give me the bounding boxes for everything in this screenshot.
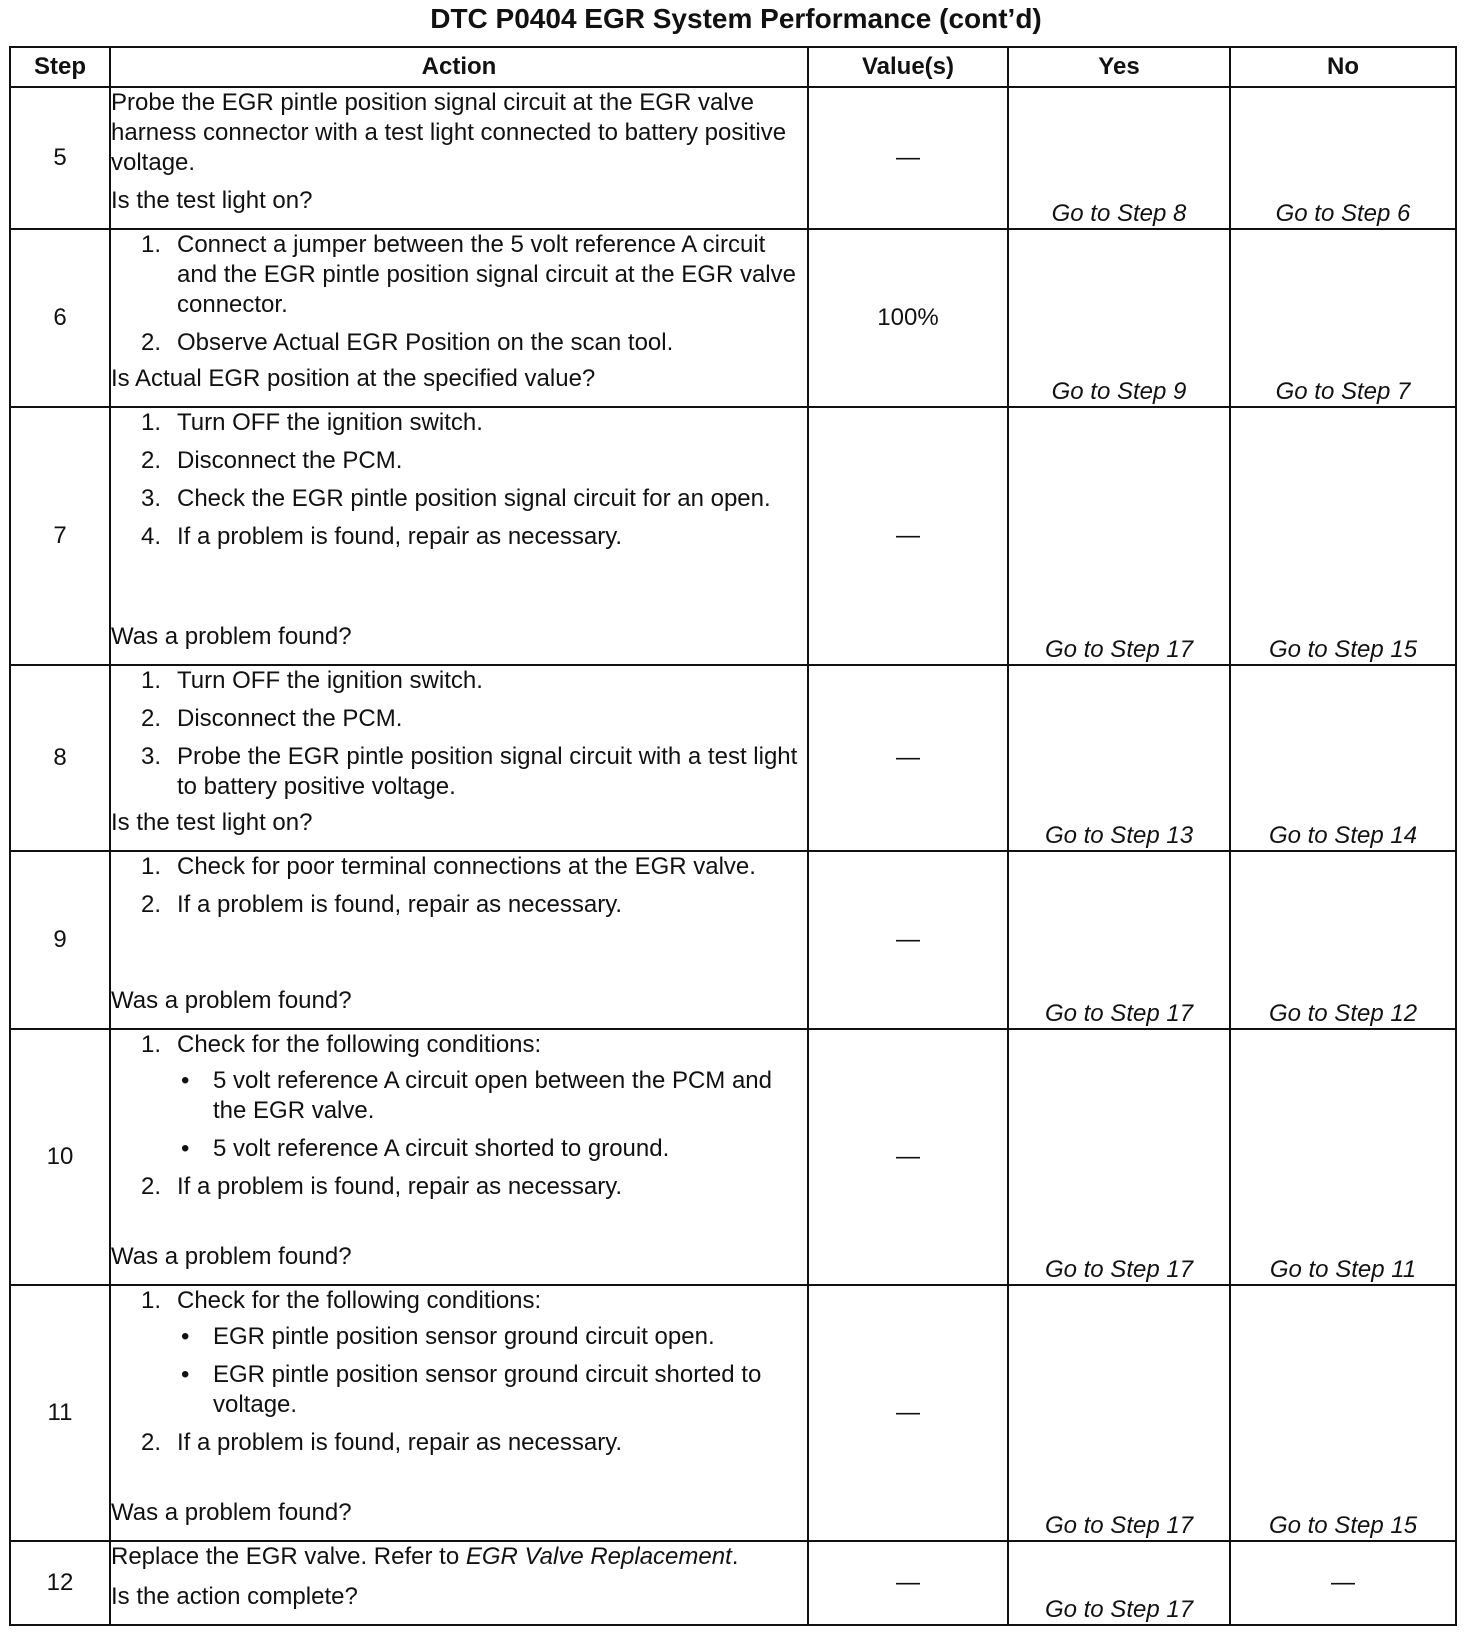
bullet-text: EGR pintle position sensor ground circuit open. — [213, 1323, 715, 1350]
diagnostic-table — [9, 46, 1457, 1626]
table-row-step-12 — [10, 1541, 1456, 1625]
item-number: 2. — [141, 1429, 162, 1456]
action-question: Is the test light on? — [111, 187, 313, 214]
list-item — [141, 484, 807, 514]
yes-cell: Go to Step 17 — [1008, 851, 1230, 1029]
action-question: Is the test light on? — [111, 809, 313, 836]
list-item — [141, 1030, 807, 1164]
item-text: Check for poor terminal connections at the EGR valve. — [177, 853, 756, 880]
yes-cell: Go to Step 9 — [1008, 229, 1230, 407]
table-row-step-7 — [10, 407, 1456, 665]
item-text: Check for the following conditions: — [177, 1031, 542, 1058]
action-cell — [110, 1541, 808, 1625]
action-text-prefix: Replace the EGR valve. Refer to — [111, 1543, 466, 1570]
action-cell — [110, 229, 808, 407]
value-cell: — — [808, 1285, 1008, 1541]
item-text: Turn OFF the ignition switch. — [177, 667, 483, 694]
action-cell — [110, 87, 808, 229]
table-row-step-5 — [10, 87, 1456, 229]
table-row-step-10 — [10, 1029, 1456, 1285]
table-row-step-9 — [10, 851, 1456, 1029]
reference-link[interactable]: EGR Valve Replacement — [465, 1543, 732, 1570]
table-row-step-6 — [10, 229, 1456, 407]
bullet-icon: • — [181, 1323, 190, 1350]
document-title: DTC P0404 EGR System Performance (cont’d) — [430, 3, 1042, 34]
list-item — [141, 1428, 807, 1458]
item-number: 2. — [141, 1173, 162, 1200]
value-cell: — — [808, 851, 1008, 1029]
yes-cell: Go to Step 17 — [1008, 1285, 1230, 1541]
list-item — [141, 890, 807, 920]
action-text: Probe the EGR pintle position signal circuit at the EGR valve harness connector with a test light connected to battery positive voltage. — [111, 89, 787, 176]
item-text: Check for the following conditions: — [177, 1287, 542, 1314]
list-item — [141, 852, 807, 882]
item-text: Connect a jumper between the 5 volt reference A circuit and the EGR pintle position signal circuit at the EGR valve connector. — [177, 231, 796, 318]
header-action: Action — [110, 47, 808, 87]
step-number: 10 — [10, 1029, 110, 1285]
value-cell: 100% — [808, 229, 1008, 407]
list-item — [141, 1286, 807, 1420]
action-cell — [110, 407, 808, 665]
bullet-list — [141, 1066, 807, 1164]
action-text — [111, 1542, 807, 1572]
yes-cell: Go to Step 17 — [1008, 407, 1230, 665]
action-text-suffix: . — [731, 1543, 739, 1570]
numbered-list — [111, 230, 807, 358]
bullet-icon: • — [181, 1361, 190, 1388]
yes-cell: Go to Step 8 — [1008, 87, 1230, 229]
header-row — [10, 47, 1456, 87]
item-text: Disconnect the PCM. — [177, 447, 403, 474]
item-number: 2. — [141, 891, 162, 918]
header-values: Value(s) — [808, 47, 1008, 87]
item-number: 1. — [141, 1287, 162, 1314]
item-number: 1. — [141, 409, 162, 436]
list-item — [141, 230, 807, 320]
item-text: Disconnect the PCM. — [177, 705, 403, 732]
value-cell: — — [808, 1541, 1008, 1625]
item-number: 2. — [141, 329, 162, 356]
numbered-list — [111, 408, 807, 552]
bullet-icon: • — [181, 1135, 190, 1162]
list-item — [141, 742, 807, 802]
action-question: Was a problem found? — [111, 623, 352, 650]
item-number: 3. — [141, 485, 162, 512]
action-cell — [110, 665, 808, 851]
item-text: Probe the EGR pintle position signal circuit with a test light to battery positive voltage. — [177, 743, 798, 800]
yes-cell: Go to Step 17 — [1008, 1541, 1230, 1625]
header-step: Step — [10, 47, 110, 87]
bullet-list — [141, 1322, 807, 1420]
step-number: 12 — [10, 1541, 110, 1625]
item-number: 1. — [141, 1031, 162, 1058]
action-question: Is the action complete? — [111, 1583, 358, 1610]
item-number: 2. — [141, 705, 162, 732]
bullet-text: EGR pintle position sensor ground circuit shorted to voltage. — [213, 1361, 762, 1418]
value-cell: — — [808, 665, 1008, 851]
header-yes: Yes — [1008, 47, 1230, 87]
item-text: Observe Actual EGR Position on the scan tool. — [177, 329, 674, 356]
bullet-icon: • — [181, 1067, 190, 1094]
item-text: Check the EGR pintle position signal circuit for an open. — [177, 485, 771, 512]
numbered-list — [111, 1286, 807, 1458]
no-cell: Go to Step 15 — [1230, 1285, 1456, 1541]
yes-cell: Go to Step 17 — [1008, 1029, 1230, 1285]
item-number: 1. — [141, 667, 162, 694]
list-item — [141, 666, 807, 696]
action-cell — [110, 851, 808, 1029]
table-row-step-8 — [10, 665, 1456, 851]
no-cell: — — [1230, 1541, 1456, 1625]
list-item — [141, 522, 807, 552]
yes-cell: Go to Step 13 — [1008, 665, 1230, 851]
item-text: Turn OFF the ignition switch. — [177, 409, 483, 436]
step-number: 8 — [10, 665, 110, 851]
step-number: 5 — [10, 87, 110, 229]
action-question: Was a problem found? — [111, 1499, 352, 1526]
numbered-list — [111, 1030, 807, 1202]
action-question: Was a problem found? — [111, 1243, 352, 1270]
bullet-item — [177, 1322, 807, 1352]
value-cell: — — [808, 87, 1008, 229]
no-cell: Go to Step 11 — [1230, 1029, 1456, 1285]
item-number: 1. — [141, 231, 162, 258]
no-cell: Go to Step 14 — [1230, 665, 1456, 851]
item-number: 1. — [141, 853, 162, 880]
action-cell — [110, 1029, 808, 1285]
numbered-list — [111, 666, 807, 802]
step-number: 11 — [10, 1285, 110, 1541]
item-text: If a problem is found, repair as necessary. — [177, 891, 623, 918]
action-question: Is Actual EGR position at the specified value? — [111, 365, 596, 392]
header-no: No — [1230, 47, 1456, 87]
bullet-item — [177, 1360, 807, 1420]
bullet-text: 5 volt reference A circuit open between the PCM and the EGR valve. — [213, 1067, 772, 1124]
step-number: 6 — [10, 229, 110, 407]
action-cell — [110, 1285, 808, 1541]
item-number: 3. — [141, 743, 162, 770]
item-text: If a problem is found, repair as necessary. — [177, 1429, 623, 1456]
step-number: 9 — [10, 851, 110, 1029]
no-cell: Go to Step 12 — [1230, 851, 1456, 1029]
item-text: If a problem is found, repair as necessary. — [177, 523, 623, 550]
value-cell: — — [808, 407, 1008, 665]
list-item — [141, 408, 807, 438]
list-item — [141, 1172, 807, 1202]
action-question: Was a problem found? — [111, 987, 352, 1014]
numbered-list — [111, 852, 807, 920]
bullet-item — [177, 1134, 807, 1164]
bullet-text: 5 volt reference A circuit shorted to ground. — [213, 1135, 670, 1162]
list-item — [141, 446, 807, 476]
item-text: If a problem is found, repair as necessary. — [177, 1173, 623, 1200]
no-cell: Go to Step 6 — [1230, 87, 1456, 229]
list-item — [141, 704, 807, 734]
no-cell: Go to Step 7 — [1230, 229, 1456, 407]
table-row-step-11 — [10, 1285, 1456, 1541]
no-cell: Go to Step 15 — [1230, 407, 1456, 665]
item-number: 2. — [141, 447, 162, 474]
item-number: 4. — [141, 523, 162, 550]
list-item — [141, 328, 807, 358]
step-number: 7 — [10, 407, 110, 665]
value-cell: — — [808, 1029, 1008, 1285]
bullet-item — [177, 1066, 807, 1126]
